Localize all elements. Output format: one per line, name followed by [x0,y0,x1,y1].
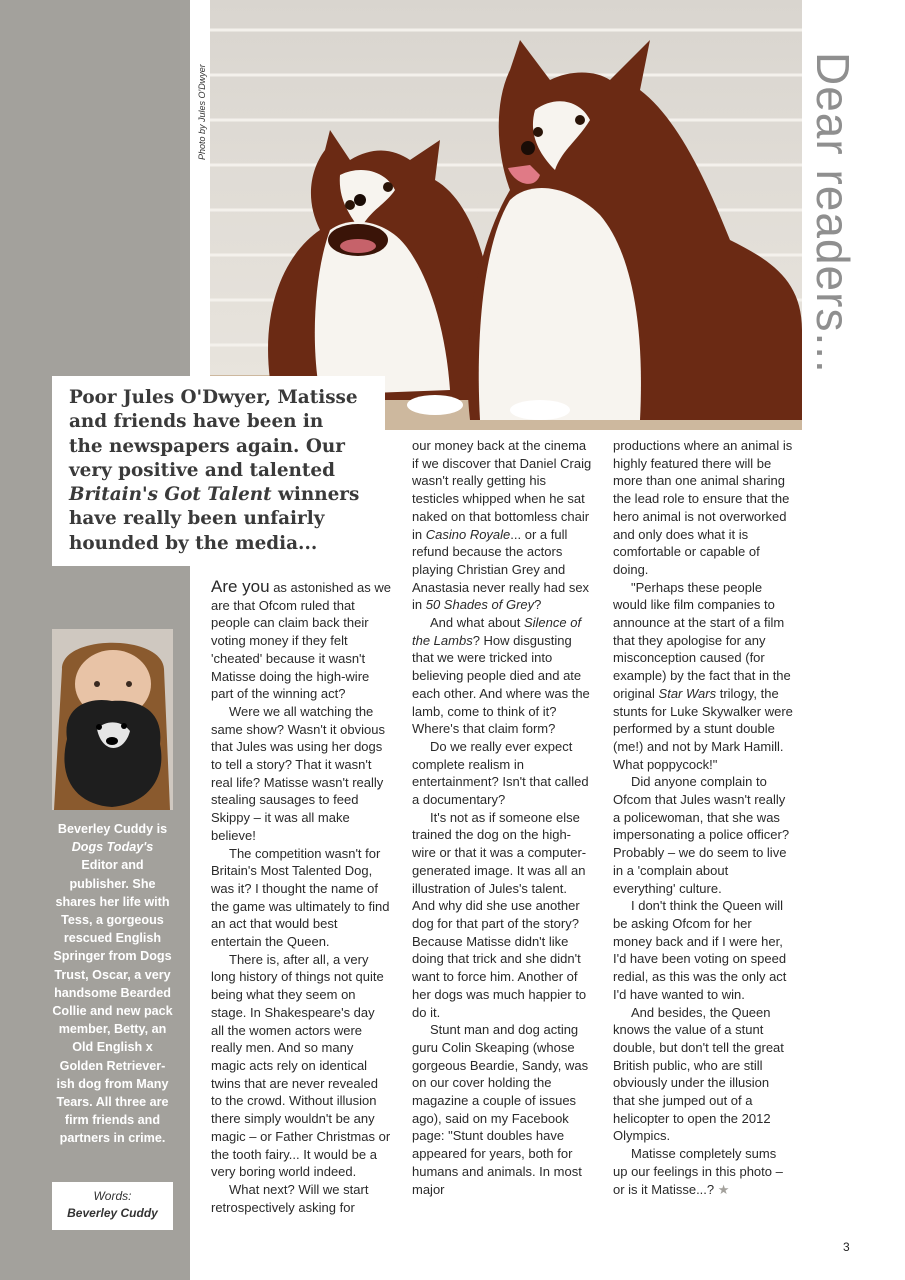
section-title-vertical [806,52,866,382]
film-title: 50 Shades of Grey [425,597,535,613]
article-paragraph: productions where an animal is highly featured there will be more than one animal sharing the lead role to ensure that the hero animal is not overworked and only does what it is comfortable or capable of doing. [613,438,793,577]
article-paragraph [412,614,592,738]
hero-photo-two-collies [210,0,802,430]
byline-box [52,1182,173,1230]
article-paragraph: There is, after all, a very long history of things not quite being what they seem on stage. In Shakespeare's day all the women actors were really men. And so many magic acts rely on identical twins that are never revealed to the crowd. Without illusion there simply wouldn't be any magic – or Father Christmas or the tooth fairy... It would be a very boring world indeed. [211,951,391,1180]
section-title: Dear readers... [807,52,859,374]
article-paragraph: I don't think the Queen will be asking Ofcom for her money back and if I were her, I'd have been voting on speed redial, as this was the only act I'd have wanted to win. [613,898,787,1002]
article-paragraph [613,579,793,774]
article-paragraph: And besides, the Queen knows the value of a stunt double, but don't tell the great British public, who are still obviously under the illusion that she jumped out of a helicopter to open the 2012 Olympics. [613,1004,784,1144]
film-title: Casino Royale [425,526,511,542]
article-paragraph: What next? Will we start retrospectively asking for [211,1181,369,1215]
article-paragraph [211,578,391,703]
show-title: Britain's Got Talent [69,484,272,506]
paragraph-text: ? How disgusting that we were tricked into believing people died and ate each other. And where was the lamb, come to think of it? Where's that claim form? [412,632,590,737]
bio-text: Beverley Cuddy is [57,822,168,836]
standfirst [52,376,385,566]
paragraph-text: trilogy, the stunts for Luke Skywalker were performed by a stunt double (me!) and not by Mark Hamill. What poppycock!" [613,685,793,772]
lead-in: Are you [211,577,270,596]
article-paragraph: Were we all watching the same show? Wasn't it obvious that Jules was using her dogs to tell a story? That it wasn't real life? Matisse wasn't really stealing sausages to feed Skippy – it was all make believe! [211,703,385,843]
standfirst-text: winners [271,484,360,506]
magazine-name: Dogs Today's [71,840,154,855]
article-column-3 [613,437,793,1198]
standfirst-line: Poor Jules O'Dwyer, Matisse [69,387,358,408]
paragraph-text: "Perhaps these people would like film companies to announce at the start of a film that they apologise for any misconception caused (for example) by the fact that in the original [613,579,791,701]
page-number: 3 [843,1240,850,1254]
article-paragraph: The competition wasn't for Britain's Most Talented Dog, was it? I thought the name of the game was ultimately to find an act that would best entertain the Queen. [211,845,390,950]
article-column-2 [412,437,592,1198]
author-photo [52,629,173,810]
article-paragraph: Did anyone complain to Ofcom that Jules wasn't really a policewoman, that she was impersonating a police officer? Probably – we do seem to live in a 'complain about everything' culture. [613,774,790,896]
byline-name: Beverley Cuddy [67,1206,158,1220]
paragraph-text: our money back at the cinema if we discover that Daniel Craig wasn't really getting his testicles whipped when he sat naked on that bottomless chair in [412,438,592,542]
paragraph-text: And what about [430,615,524,631]
article-column-1 [211,578,391,1216]
standfirst-line: and friends have been in [69,411,324,433]
standfirst-line: hounded by the media... [69,532,318,554]
end-star-icon: ★ [717,1181,730,1197]
standfirst-line [69,483,371,507]
standfirst-line: very positive and talented [69,459,335,481]
standfirst-line: have really been unfairly [69,508,325,530]
paragraph-text: as astonished as we are that Ofcom ruled that people can claim back their voting money if they felt 'cheated' because it wasn't Matisse doing the high-wire part of the winning act? [211,580,391,702]
paragraph-text: ... or a full refund because the actors playing Christian Grey and Anastasia never really had sex in [412,526,590,613]
standfirst-line: the newspapers again. Our [69,435,345,457]
article-paragraph [613,1145,793,1198]
paragraph-text: ? [534,597,542,613]
article-paragraph: Stunt man and dog acting guru Colin Skeaping (whose gorgeous Beardie, Sandy, was on our cover holding the magazine a couple of issues ago), said on my Facebook page: "Stunt doubles have appeared for years, both for humans and animals. In most major [412,1022,589,1197]
author-bio [52,820,173,1148]
paragraph-text: Matisse completely sums up our feelings in this photo – or is it Matisse...? [613,1146,783,1197]
article-paragraph: Do we really ever expect complete realism in entertainment? Isn't that called a documentary? [412,738,589,808]
photo-credit: Photo by Jules O'Dwyer [197,64,207,160]
film-title: Star Wars [658,685,717,701]
article-paragraph [412,437,592,614]
article-paragraph: It's not as if someone else trained the dog on the high-wire or that it was a computer-generated image. It was all an illustration of Jules's talent. And why did she use another dog for that part of the story? Because Matisse didn't like doing that trick and she didn't want to force him. Another of her dogs was much happier to do it. [412,809,587,1020]
bio-text: Editor and publisher. She shares her life with Tess, a gorgeous rescued English Springer from Dogs Trust, Oscar, a very handsome Bearded Collie and new pack member, Betty, an Old English x Golden Retriever-ish dog from Many Tears. All three are firm friends and partners in crime. [52,858,173,1146]
byline-label: Words: [93,1189,132,1203]
film-title: Silence of the Lambs [412,615,582,648]
